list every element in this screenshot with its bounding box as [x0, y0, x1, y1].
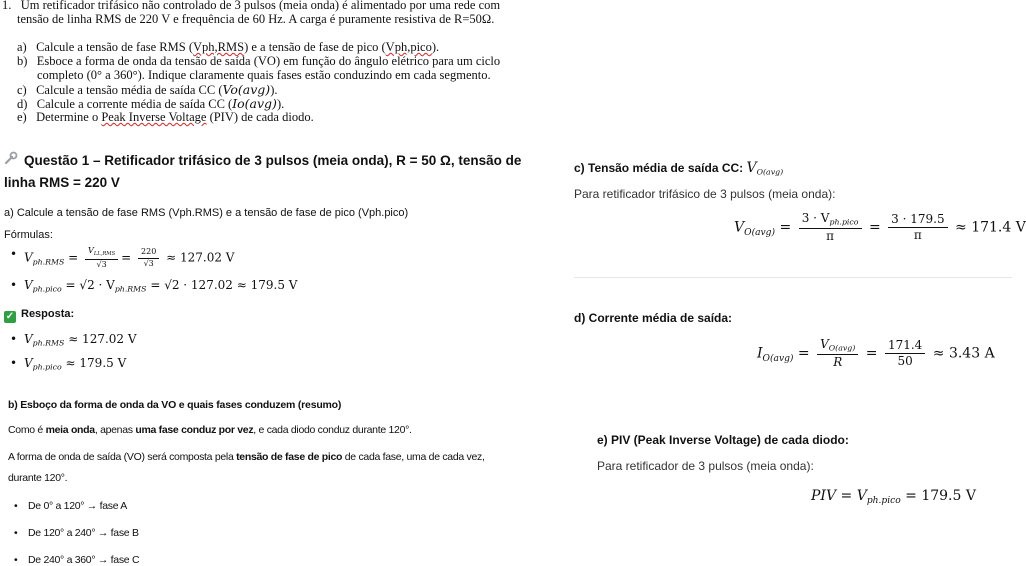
- f1-lhs-sub: ph.RMS: [32, 257, 65, 267]
- c-heading-sub: O(avg): [756, 167, 784, 177]
- d-frac-1: [817, 338, 858, 369]
- b-p2-c: de cada fase, uma de cada vez,: [342, 451, 485, 463]
- c-frac1-num-sub: ph.pico: [829, 217, 859, 227]
- item-c-end: ).: [270, 83, 278, 97]
- f1-frac1-num-sub: LL,RMS: [93, 250, 116, 257]
- e-f-sub: ph.pico: [866, 496, 901, 507]
- ans1-sub: ph.RMS: [32, 338, 65, 348]
- ans2-sub: ph.pico: [32, 362, 62, 372]
- item-b-line-2: completo (0° a 360°). Indique claramente quais fases estão conduzindo em cada segmento.: [37, 68, 491, 82]
- c-frac1-num: 3 · V: [801, 211, 830, 225]
- c-frac2-den: π: [913, 228, 922, 243]
- f1-frac-2: [138, 248, 159, 269]
- f1-frac2-num: 220: [138, 248, 159, 259]
- problem-line-2: tensão de linha RMS de 220 V e frequência de 60 Hz. A carga é puramente resistiva de R=50Ω.: [17, 12, 495, 26]
- section-b-heading: b) Esboço da forma de onda da VO e quais fases conduzem (resumo): [8, 399, 342, 411]
- d-f-lhs-sub: O(avg): [762, 353, 794, 364]
- c-f-lhs-sub: O(avg): [744, 227, 776, 238]
- item-d-end: ).: [276, 97, 285, 111]
- b-p1-b: meia onda: [45, 424, 95, 436]
- section-e-text: Para retificador de 3 pulsos (meia onda):: [597, 459, 814, 473]
- ans1-val: ≈ 127.02 V: [68, 332, 137, 346]
- b-p2-a: A forma de onda de saída (VO) será composta pela: [8, 451, 237, 463]
- section-divider: [574, 277, 1012, 278]
- f1-frac1-den: √3: [96, 259, 107, 269]
- problem-number: 1.: [2, 0, 12, 12]
- d-frac2-num: 171.4: [885, 339, 925, 354]
- ans2-lhs: V: [24, 356, 33, 370]
- section-c-text: Para retificador trifásico de 3 pulsos (meia onda):: [574, 187, 836, 201]
- d-frac1-den: R: [833, 355, 843, 370]
- section-d-heading: d) Corrente média de saída:: [574, 311, 733, 325]
- item-a-text-pre: Calcule a tensão de fase RMS (: [36, 40, 193, 54]
- item-e: [17, 110, 314, 125]
- f1-lhs: V: [24, 250, 33, 265]
- f1-frac1-num: V: [88, 246, 94, 255]
- item-b-label: b): [17, 54, 28, 68]
- segment-phase-b: • De 120° a 240° → fase B: [28, 527, 139, 539]
- d-f-lhs: I: [757, 345, 763, 362]
- section-a-heading: a) Calcule a tensão de fase RMS (Vph.RMS) e a tensão de fase de pico (Vph.pico): [4, 207, 409, 219]
- problem-text-1: Um retificador trifásico não controlado de 3 pulsos (meia onda) é alimentado por uma rede com: [20, 0, 501, 12]
- item-b: [17, 54, 500, 69]
- formula-piv: [811, 488, 976, 506]
- b-p1-d: uma fase conduz por vez: [135, 424, 254, 436]
- b-p1-c: , apenas: [94, 424, 136, 436]
- b-p2-b: tensão de fase de pico: [236, 451, 343, 463]
- f1-frac2-den: √3: [143, 258, 154, 268]
- formula-vph-pico: [24, 278, 297, 294]
- section-b-paragraph-1: [8, 424, 412, 436]
- d-frac2-den: 50: [897, 354, 913, 369]
- ans2-val: ≈ 179.5 V: [65, 356, 127, 370]
- section-e-heading: e) PIV (Peak Inverse Voltage) de cada diodo:: [597, 433, 849, 447]
- formula-vo-avg: $V_{O(avg)}$ = $\frac{3 \cdot V_{ph.pico}}{\pi}$ = $\frac{3 \cdot 179.5}{\pi}$ ≈ 171.4 V: [734, 211, 1026, 244]
- item-b-line-1: Esboce a forma de onda da tensão de saída (VO) em função do ângulo elétrico para um ciclo: [36, 54, 501, 68]
- segment-phase-a: • De 0° a 120° → fase A: [28, 500, 127, 512]
- f2-mid-sub: ph.RMS: [114, 284, 147, 294]
- formulas-label: Fórmulas:: [4, 229, 53, 241]
- formula-io-avg: $I_{O(avg)}$ = $\frac{V_{O(avg)}}{R}$ = $\frac{171.4}{50}$ ≈ 3.43 A: [757, 337, 995, 370]
- answer-vph-pico: [24, 356, 126, 372]
- question-title-text-1: Questão 1 – Retificador trifásico de 3 pulsos (meia onda), R = 50 Ω, tensão de: [24, 153, 522, 168]
- item-a-text-mid: ) e a tensão de fase de pico (: [244, 40, 386, 54]
- answer-label-row: [4, 308, 74, 323]
- item-e-piv: Peak Inverse Voltage: [101, 110, 207, 124]
- item-d-math: Io(avg): [232, 96, 277, 111]
- b-p1-e: , e cada diodo conduz durante 120°.: [253, 424, 412, 436]
- item-c-math: Vo(avg): [222, 82, 271, 97]
- section-c-heading: [574, 160, 783, 177]
- f2-end: = √2 · 127.02 ≈ 179.5 V: [150, 278, 298, 292]
- f2-mid: = √2 · V: [65, 278, 115, 292]
- d-frac1-num: V: [820, 337, 829, 351]
- item-d-label: d): [17, 97, 28, 111]
- item-a-label: a): [17, 40, 27, 54]
- d-f-result: ≈ 3.43 A: [932, 345, 995, 362]
- f2-lhs: V: [24, 278, 33, 292]
- check-icon: ✓: [5, 311, 15, 322]
- c-frac-1: [799, 212, 862, 243]
- item-a: [17, 40, 439, 55]
- item-c-text: Calcule a tensão média de saída CC (: [36, 83, 223, 97]
- section-b-paragraph-2-line-2: durante 120°.: [8, 472, 68, 484]
- answer-vph-rms: [24, 332, 137, 348]
- item-e-label: e): [17, 110, 27, 124]
- wrench-icon: [4, 150, 20, 172]
- e-f-result: = 179.5 V: [905, 488, 976, 504]
- c-heading-text: c) Tensão média de saída CC:: [574, 161, 747, 175]
- b-p1-a: Como é: [8, 424, 46, 436]
- answer-label: Resposta:: [21, 308, 75, 320]
- c-f-lhs: V: [734, 219, 745, 236]
- f1-result: ≈ 127.02 V: [166, 250, 235, 265]
- c-frac1-den: π: [826, 229, 835, 244]
- c-f-result: ≈ 171.4 V: [955, 219, 1026, 236]
- question-title-line-1: [4, 150, 521, 172]
- d-frac-2: [885, 339, 925, 368]
- f2-lhs-sub: ph.pico: [32, 284, 62, 294]
- item-c-label: c): [17, 83, 27, 97]
- item-a-text-end: ).: [431, 40, 440, 54]
- section-b-paragraph-2: [8, 451, 485, 463]
- c-frac-2: [888, 213, 947, 242]
- formula-vph-rms: • $V_{ph.RMS}$ = $\frac{V_{LL,RMS}}{√3}$ = $\frac{220}{√3}$ ≈ 127.02 V: [24, 247, 234, 269]
- question-title-line-2: linha RMS = 220 V: [4, 175, 120, 190]
- f1-frac-1: [85, 247, 118, 269]
- ans1-lhs: V: [24, 332, 33, 346]
- e-f-lhs: PIV = V: [811, 488, 867, 504]
- item-a-vph-rms: Vph,RMS: [193, 40, 245, 54]
- item-e-text-end: (PIV) de cada diodo.: [206, 110, 314, 124]
- item-e-text-pre: Determine o: [36, 110, 102, 124]
- c-heading-math: V: [746, 160, 757, 176]
- segment-phase-c: • De 240° a 360° → fase C: [28, 554, 139, 566]
- c-frac2-num: 3 · 179.5: [888, 213, 947, 228]
- d-frac1-num-sub: O(avg): [828, 343, 856, 353]
- item-a-vph-pico: Vph,pico: [385, 40, 432, 54]
- item-d-text: Calcule a corrente média de saída CC (: [36, 97, 233, 111]
